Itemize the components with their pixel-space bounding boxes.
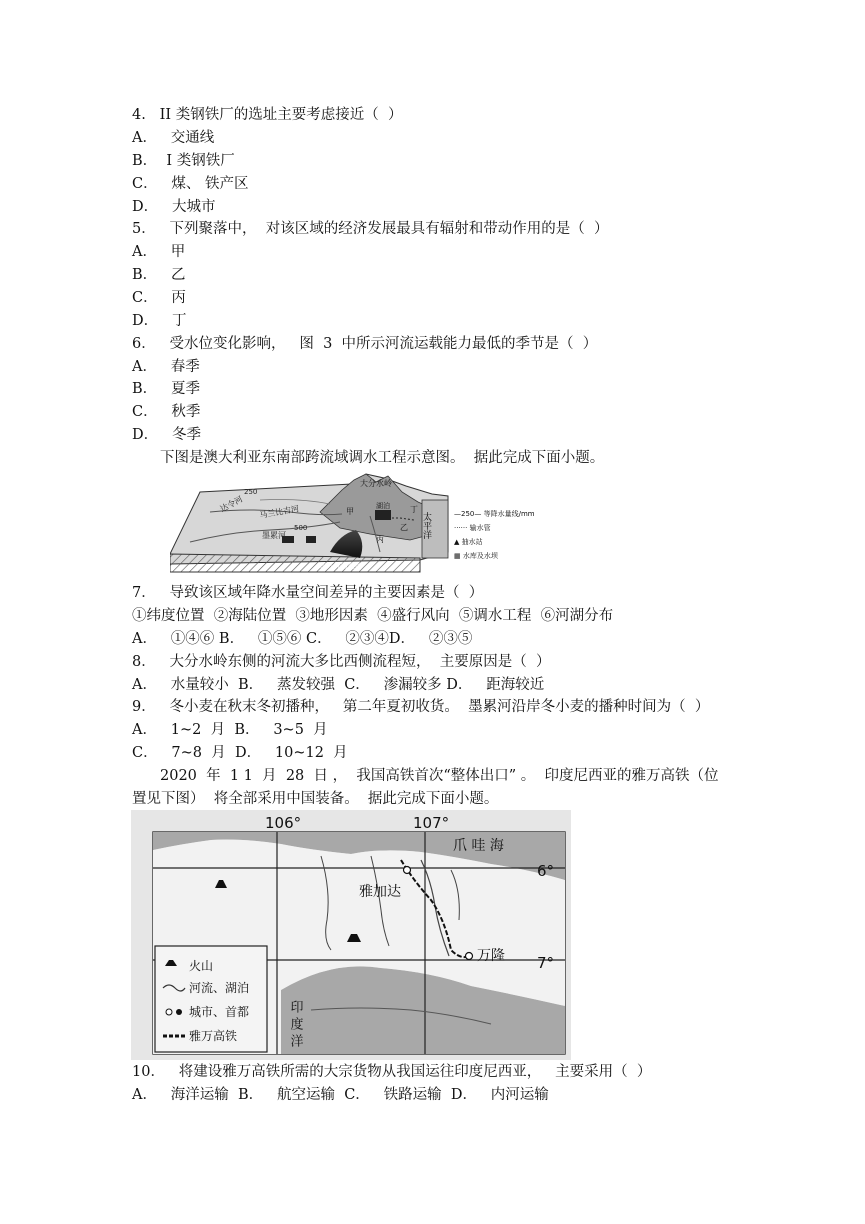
legend-reservoir: ▦ 水库及水坝	[454, 552, 498, 560]
q8-options: A． 水量较小 B． 蒸发较强 C． 渗漏较多 D． 距海较近	[132, 677, 545, 693]
q7-stem: 7． 导致该区域年降水量空间差异的主要因素是（ ）	[132, 585, 484, 601]
q9-options-1: A． 1~2 月 B． 3~5 月	[132, 722, 328, 738]
label-java-sea: 爪 哇 海	[453, 838, 504, 854]
q7-options: A． ①④⑥ B． ①⑤⑥ C． ②③④D． ②③⑤	[132, 631, 473, 647]
q4-option-d: D． 大城市	[132, 199, 216, 215]
label-ding: 丁	[410, 505, 418, 514]
legend-railway-label: 雅万高铁	[189, 1029, 238, 1043]
label-indian-ocean: 印 度 洋	[287, 1000, 303, 1048]
q6-option-b: B． 夏季	[132, 381, 200, 397]
q5-option-d: D． 丁	[132, 313, 187, 329]
label-latitude-6: 6°	[537, 862, 555, 880]
legend-river-label: 河流、湖泊	[189, 981, 250, 995]
label-jia: 甲	[346, 507, 354, 516]
label-longitude-106: 106°	[265, 814, 302, 832]
q6-option-c: C． 秋季	[132, 404, 201, 420]
legend-pipe: ······ 输水管	[454, 524, 491, 532]
q6-option-d: D． 冬季	[132, 427, 201, 443]
q7-items: ①纬度位置 ②海陆位置 ③地形因素 ④盛行风向 ⑤调水工程 ⑥河湖分布	[132, 608, 614, 624]
bandung-city-icon	[466, 953, 473, 960]
q6-option-a: A． 春季	[132, 359, 200, 375]
legend-pump: ▲ 抽水站	[454, 538, 483, 546]
label-longitude-107: 107°	[413, 814, 450, 832]
q10-stem: 10． 将建设雅万高铁所需的大宗货物从我国运往印度尼西亚， 主要采用（ ）	[132, 1064, 652, 1080]
label-pacific-ocean: 太平洋	[421, 512, 431, 539]
australia-water-diversion-figure	[170, 472, 560, 577]
reservoir-icon	[306, 536, 316, 543]
label-great-dividing-range: 大分水岭	[360, 479, 392, 488]
q4-option-b: B． I 类钢铁厂	[132, 153, 235, 169]
legend-city-icon	[166, 1009, 172, 1015]
label-jakarta: 雅加达	[359, 884, 401, 900]
q6-stem: 6． 受水位变化影响， 图 3 中所示河流运载能力最低的季节是（ ）	[132, 336, 598, 352]
q4-option-a: A． 交通线	[132, 130, 215, 146]
label-murrumbidgee-river: 马兰比吉河	[258, 504, 300, 520]
label-darling-river: 达令河	[218, 494, 245, 514]
label-yi: 乙	[400, 523, 408, 532]
label-isohyet-250: 250	[244, 488, 258, 496]
reservoir-icon	[375, 510, 391, 520]
q4-option-c: C． 煤、 铁产区	[132, 176, 249, 192]
label-latitude-7: 7°	[537, 954, 555, 972]
label-gulf: 流入洋防登海	[320, 562, 362, 570]
q4-stem: 4. II 类钢铁厂的选址主要考虑接近（ ）	[132, 107, 403, 123]
label-bandung: 万隆	[477, 948, 505, 964]
legend-capital-icon	[176, 1009, 182, 1015]
q10-options: A． 海洋运输 B． 航空运输 C． 铁路运输 D． 内河运输	[132, 1087, 549, 1103]
intro-australia: 下图是澳大利亚东南部跨流域调水工程示意图。 据此完成下面小题。	[160, 450, 605, 466]
java-railway-map	[131, 810, 571, 1060]
intro-railway-2: 置见下图） 将全部采用中国装备。 据此完成下面小题。	[132, 791, 499, 807]
label-murray-river: 墨累河	[262, 531, 286, 540]
legend-city-label: 城市、首都	[189, 1005, 250, 1019]
legend-isohyet: —250— 等降水量线/mm	[454, 510, 535, 518]
q5-option-a: A． 甲	[132, 244, 186, 260]
jakarta-city-icon	[404, 867, 411, 874]
q9-options-2: C． 7~8 月 D． 10~12 月	[132, 745, 348, 761]
label-isohyet-500: 500	[294, 524, 308, 532]
legend-volcano-label: 火山	[189, 959, 214, 973]
intro-railway-1: 2020 年 1 1 月 28 日 ， 我国高铁首次“整体出口” 。 印度尼西亚的雅万高铁（位	[160, 768, 719, 784]
label-bing: 丙	[376, 535, 384, 544]
q5-option-b: B． 乙	[132, 267, 186, 283]
q5-stem: 5． 下列聚落中， 对该区域的经济发展最具有辐射和带动作用的是（ ）	[132, 221, 609, 237]
label-lake: 湖泊	[376, 502, 390, 510]
q9-stem: 9． 冬小麦在秋末冬初播种， 第二年夏初收货。 墨累河沿岸冬小麦的播种时间为（ ）	[132, 699, 710, 715]
q5-option-c: C． 丙	[132, 290, 186, 306]
q8-stem: 8． 大分水岭东侧的河流大多比西侧流程短， 主要原因是（ ）	[132, 654, 551, 670]
